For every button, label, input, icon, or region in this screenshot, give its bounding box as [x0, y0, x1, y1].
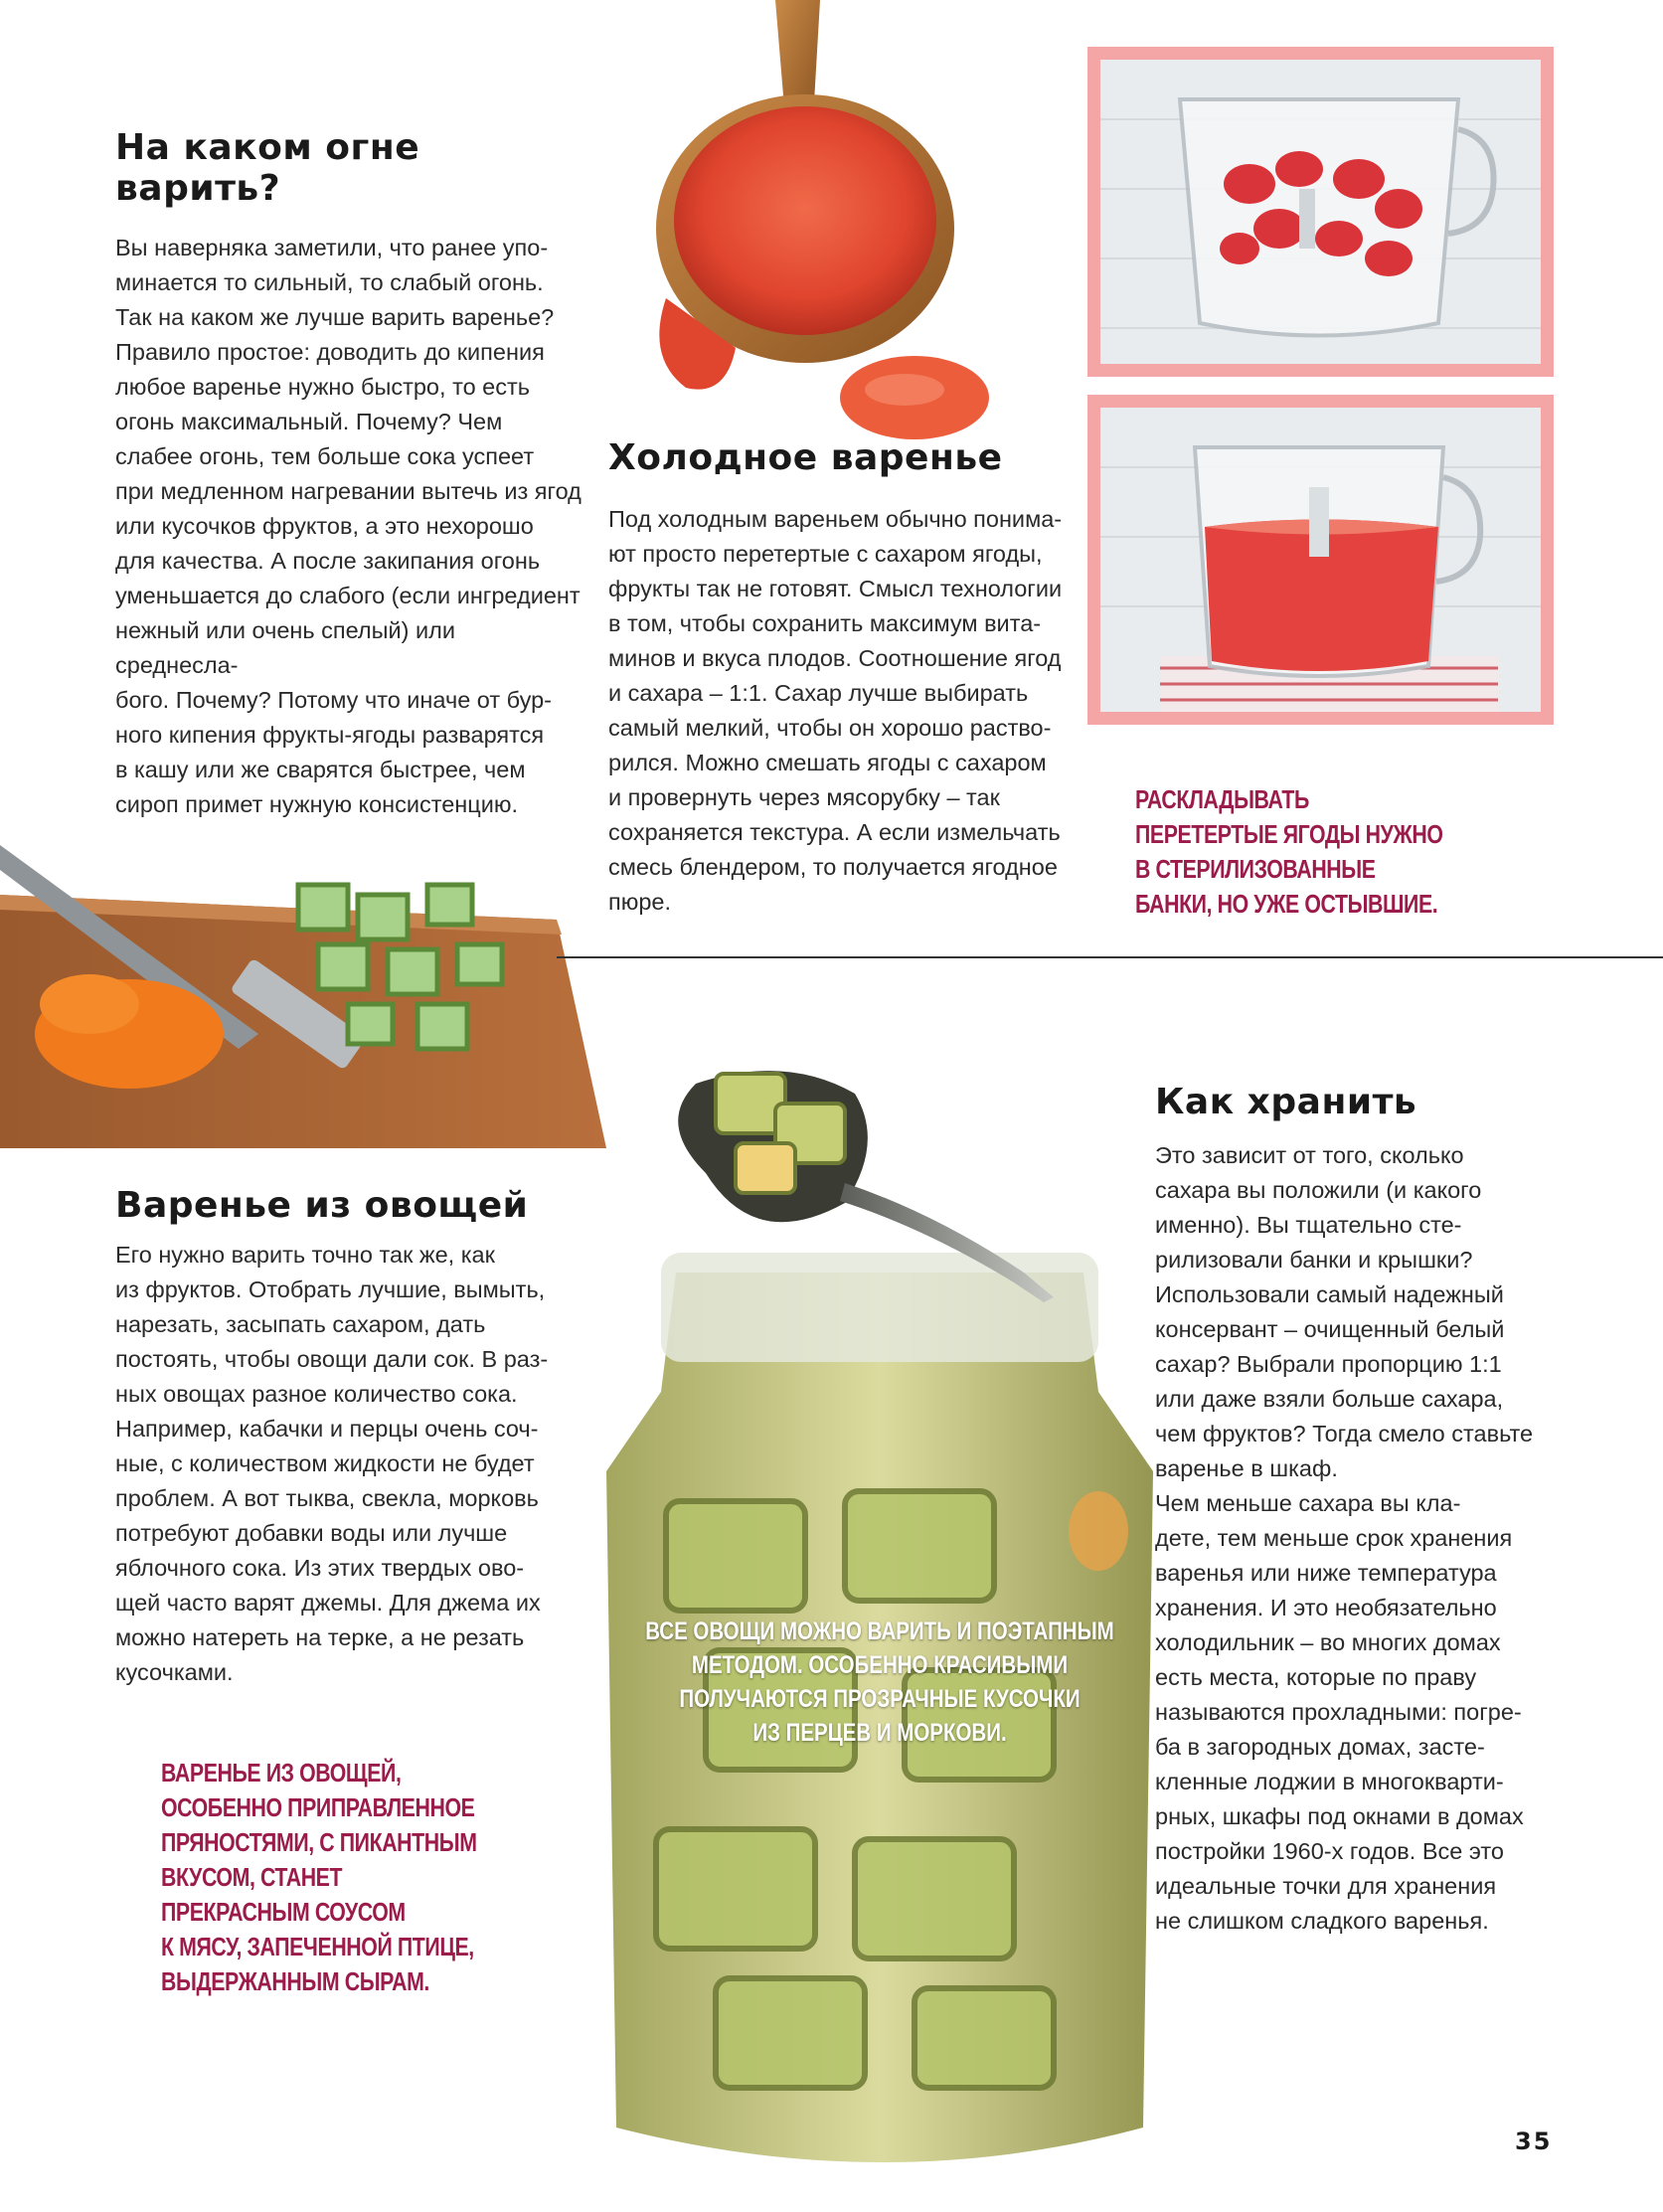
photo-cutting-board-vegetables [0, 825, 606, 1153]
photo-strawberries-pureed [1087, 395, 1554, 725]
section-text-veg: Его нужно варить точно так же, как из фруктов. Отобрать лучшие, вымыть, нарезать, засыпать сахаром, дать постоять, чтобы овощи дали сок. В раз- ных овощах разное количество сока. Например, кабачки и перцы очень соч- ные, с количеством жидкости не будет проблем. А вот тыква, свекла, морковь потребуют добавки воды или лучше яблочного сока. Из этих твердых ово- щей часто варят джемы. Для джема их можно натереть на терке, а не резать кусочками. [115, 1242, 549, 1685]
section-title-cold: Холодное варенье [608, 437, 1003, 478]
section-veg [115, 1185, 573, 1690]
page-number: 35 [1515, 2127, 1553, 2155]
jar-overlay-text: ВСЕ ОВОЩИ МОЖНО ВАРИТЬ И ПОЭТАПНЫМ МЕТОДОМ. ОСОБЕННО КРАСИВЫМИ ПОЛУЧАЮТСЯ ПРОЗРАЧНЫЕ КУСОЧКИ ИЗ ПЕРЦЕВ И МОРКОВИ. [645, 1617, 1114, 1747]
section-cold [608, 437, 1066, 920]
section-title-veg: Варенье из овощей [115, 1185, 529, 1226]
section-text-cold: Под холодным вареньем обычно понима- ют просто перетертые с сахаром ягоды, фрукты так не готовят. Смысл технологии в том, чтобы сохранить максимум вита- минов и вкуса плодов. Соотношение ягод и сахара – 1:1. Сахар лучше выбирать самый мелкий, чтобы он хорошо раство- рился. Можно смешать ягоды с сахаром и провернуть через мясорубку – так сохраняется текстура. А если измельчать смесь блендером, то получается ягодное пюре. [608, 506, 1063, 915]
section-title-fire: На каком огне варить? [115, 127, 420, 209]
callout-veg-sauce: ВАРЕНЬЕ ИЗ ОВОЩЕЙ, ОСОБЕННО ПРИПРАВЛЕННОЕ ПРЯНОСТЯМИ, С ПИКАНТНЫМ ВКУСОМ, СТАНЕТ ПРЕКРАСНЫМ СОУСОМ К МЯСУ, ЗАПЕЧЕННОЙ ПТИЦЕ, ВЫДЕРЖАННЫМ СЫРАМ. [161, 1758, 477, 1996]
section-fire [115, 127, 582, 822]
section-text-fire: Вы наверняка заметили, что ранее упо- минается то сильный, то слабый огонь. Так на каком же лучше варить варенье? Правило простое: доводить до кипения любое варенье нужно быстро, то есть огонь максимальный. Почему? Чем слабее огонь, тем больше сока успеет при медленном нагревании вытечь из ягод или кусочков фруктов, а это нехорошо для качества. А после закипания огонь уменьшается до слабого (если ингредиент нежный или очень спелый) или среднесла- бого. Почему? Потому что иначе от бур- ного кипения фрукты-ягоды разварятся в кашу или же сварятся быстрее, чем сироп примет нужную консистенцию. [115, 235, 582, 817]
section-title-store: Как хранить [1155, 1082, 1417, 1122]
section-text-store: Это зависит от того, сколько сахара вы положили (и какого именно). Вы тщательно сте- рилизовали банки и крышки? Использовали самый надежный консервант – очищенный белый сахар? Выбрали пропорцию 1:1 или даже взяли больше сахара, чем фруктов? Тогда смело ставьте варенье в шкаф. Чем меньше сахара вы кла- дете, тем меньше срок хранения варенья или ниже температура хранения. И это необязательно холодильник – во многих домах есть места, которые по праву называются прохладными: погре- ба в загородных домах, засте- кленные лоджии в многокварти- рных, шкафы под окнами в домах постройки 1960-х годов. Все это идеальные точки для хранения не слишком сладкого варенья. [1155, 1142, 1534, 1934]
section-store [1155, 1082, 1642, 1939]
section-divider [557, 956, 1663, 958]
callout-berries: РАСКЛАДЫВАТЬ ПЕРЕТЕРТЫЕ ЯГОДЫ НУЖНО В СТЕРИЛИЗОВАННЫЕ БАНКИ, НО УЖЕ ОСТЫВШИЕ. [1135, 784, 1443, 919]
photo-spoon-jam [606, 0, 1004, 447]
photo-strawberries-whole [1087, 47, 1554, 377]
